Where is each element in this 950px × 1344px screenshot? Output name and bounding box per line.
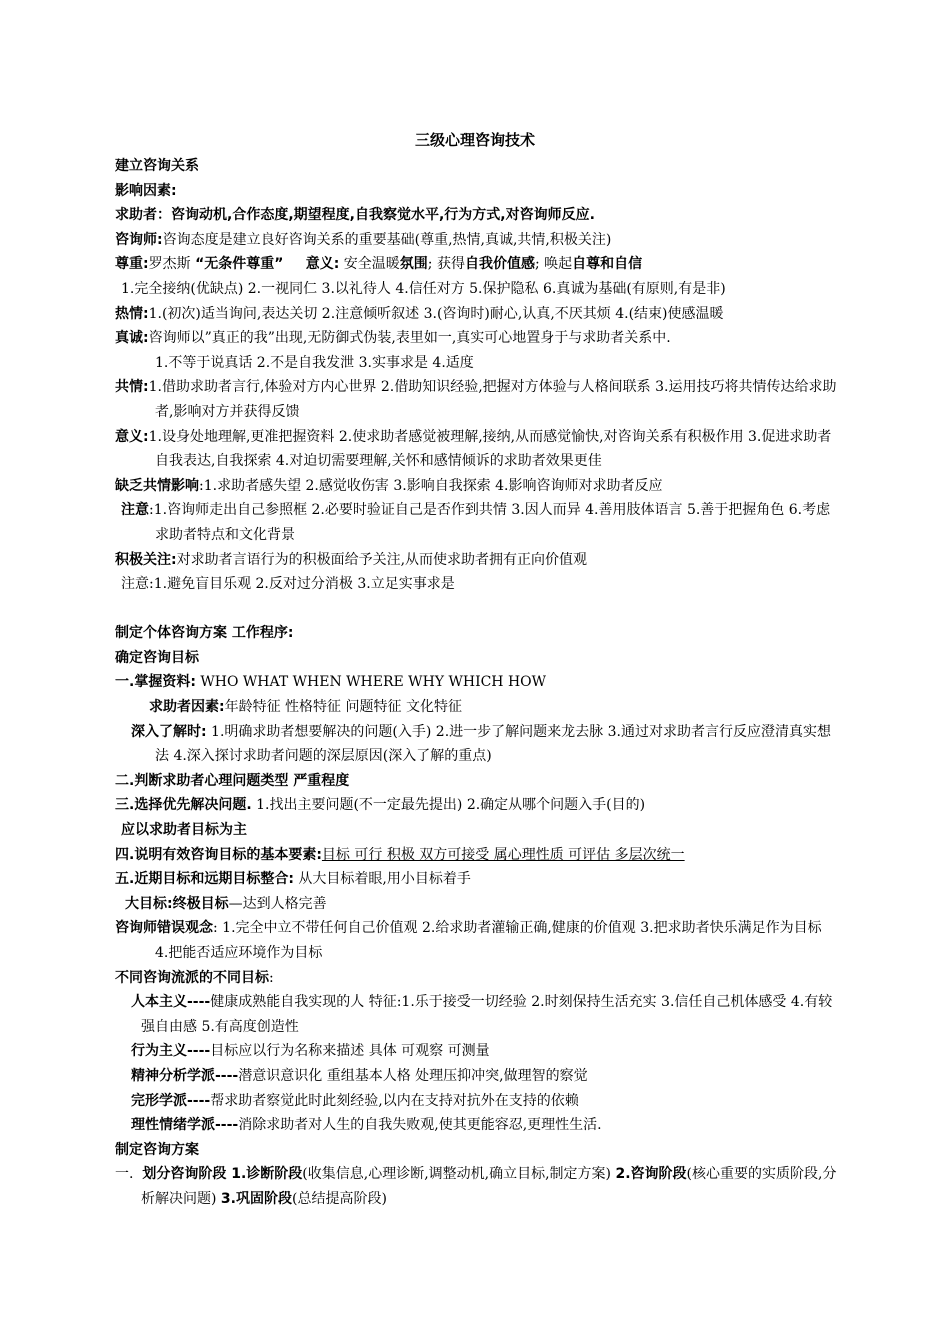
sincerity-text: 咨询师以”真正的我”出现,无防御式伪装,表里如一,真实可心地置身于与求助者关系中.	[148, 330, 671, 347]
goal-elements-line	[115, 843, 838, 868]
respect-unconditional: “无条件尊重”	[195, 256, 284, 273]
respect-meaning-1: 安全温暖	[339, 256, 400, 273]
psychoanalysis-text: 潜意识意识化 重组基本人格 处理压抑冲突,做理智的察觉	[238, 1067, 588, 1084]
big-goal-text: —达到人格完善	[228, 895, 327, 912]
misconceptions-line	[115, 916, 838, 965]
subheading-plan: 制定咨询方案	[115, 1141, 199, 1158]
rational-emotive-text: 消除求助者对人生的自我失败观,使其更能容忍,更理性生活.	[238, 1117, 602, 1134]
positive-regard-notes: 注意:1.避免盲目乐观 2.反对过分消极 3.立足实事求是	[121, 576, 455, 593]
deep-understanding-text: 1.明确求助者想要解决的问题(入手) 2.进一步了解问题来龙去脉 3.通过对求助者言行反应澄清真实想法 4.深入探讨求助者问题的深层原因(深入了解的重点)	[155, 723, 831, 765]
client-factors-line: 求助者：咨询动机,合作态度,期望程度,自我察觉水平,行为方式,对咨询师反应.	[115, 207, 595, 224]
warmth-line	[115, 302, 838, 327]
empathy-notes-line	[115, 498, 838, 547]
respect-meaning-4: 自我价值感	[464, 256, 535, 273]
big-goal-label: 大目标:终极目标	[125, 895, 229, 912]
grasp-info-text: WHO WHAT WHEN WHERE WHY WHICH HOW	[195, 674, 547, 691]
empathy-meaning-text: 1.设身处地理解,更准把握资料 2.使求助者感觉被理解,接纳,从而感觉愉快,对咨询关系有积极作用 3.促进求助者自我表达,自我探索 4.对迫切需要理解,关怀和感情倾诉的求助者效果更佳	[148, 428, 832, 470]
section-heading-plan: 制定个体咨询方案 工作程序:	[115, 625, 294, 642]
lack-empathy-text: :1.求助者感失望 2.感觉收伤害 3.影响自我探索 4.影响咨询师对求助者反应	[199, 477, 663, 494]
phases-consolidate-text: (总结提高阶段)	[291, 1190, 387, 1207]
behaviorism-label: 行为主义----	[131, 1043, 211, 1060]
psychoanalysis-line	[115, 1064, 838, 1089]
rational-emotive-line	[115, 1113, 838, 1138]
empathy-notes-text: :1.咨询师走出自己参照框 2.必要时验证自己是否作到共情 3.因人而异 4.善用肢体语言 5.善于把握角色 6.考虑求助者特点和文化背景	[149, 502, 831, 543]
goal-elements-label: 四.说明有效咨询目标的基本要素:	[115, 846, 322, 863]
goal-integration-line	[115, 867, 838, 892]
positive-regard-line	[115, 548, 838, 573]
respect-author: 罗杰斯	[148, 256, 196, 273]
positive-regard-text: 对求助者言语行为的积极面给予关注,从而使求助者拥有正向价值观	[176, 551, 588, 568]
goal-integration-text: 从大目标着眼,用小目标着手	[293, 871, 471, 888]
positive-regard-label: 积极关注:	[115, 551, 177, 568]
behaviorism-line	[115, 1039, 838, 1064]
humanism-label: 人本主义----	[131, 994, 211, 1011]
humanism-line	[115, 990, 838, 1039]
empathy-meaning-label: 意义:	[115, 428, 149, 445]
sincerity-line	[115, 326, 838, 351]
sincerity-points: 1.不等于说真话 2.不是自我发泄 3.实事求是 4.适度	[155, 354, 474, 371]
gestalt-label: 完形学派----	[131, 1092, 211, 1109]
respect-meaning-2: 氛围	[399, 256, 428, 273]
client-factors-detail	[115, 695, 838, 720]
counselor-line	[115, 228, 838, 253]
empathy-label: 共情:	[115, 379, 149, 396]
behaviorism-text: 目标应以行为名称来描述 具体 可观察 可测量	[210, 1043, 490, 1060]
empathy-line	[115, 375, 838, 424]
priority-line	[115, 793, 838, 818]
sincerity-label: 真诚:	[115, 330, 149, 347]
phases-diagnosis-text: (收集信息,心理诊断,调整动机,确立目标,制定方案)	[302, 1166, 616, 1183]
influence-factors-heading: 影响因素:	[115, 182, 177, 199]
rational-emotive-label: 理性情绪学派----	[131, 1117, 239, 1134]
empathy-meaning-line	[115, 425, 838, 474]
priority-text: 1.找出主要问题(不一定最先提出) 2.确定从哪个问题入手(目的)	[251, 797, 646, 814]
phases-consult-label: 2.咨询阶段	[615, 1166, 687, 1183]
phases-consult-text: (核心重要的实质阶段,分析解决问题)	[141, 1166, 837, 1207]
client-goal-primary: 应以求助者目标为主	[121, 822, 247, 839]
phases-prefix: 一.	[115, 1166, 143, 1183]
respect-meaning-label: 意义:	[305, 256, 340, 273]
client-factors-label: 求助者因素:	[149, 699, 225, 716]
warmth-text: 1.(初次)适当询问,表达关切 2.注意倾听叙述 3.(咨询时)耐心,认真,不厌其烦 4.(结束)使感温暖	[148, 305, 724, 322]
psychoanalysis-label: 精神分析学派----	[131, 1067, 239, 1084]
priority-label: 三.选择优先解决问题.	[115, 797, 252, 814]
big-goal-line	[115, 892, 838, 917]
goal-integration-label: 五.近期目标和远期目标整合:	[115, 871, 294, 888]
respect-meaning-3: ; 获得	[427, 256, 465, 273]
goal-elements-text: 目标 可行 积极 双方可接受 属心理性质 可评估 多层次统一	[321, 846, 685, 863]
phases-label: 划分咨询阶段 1.诊断阶段	[142, 1166, 303, 1183]
warmth-label: 热情:	[115, 305, 149, 322]
document-body	[115, 154, 838, 1212]
section-heading-relationship: 建立咨询关系	[115, 158, 199, 174]
schools-label: 不同咨询流派的不同目标	[115, 969, 269, 986]
blank-line	[115, 597, 838, 622]
grasp-info-line	[115, 670, 838, 695]
respect-gap	[283, 256, 305, 272]
grasp-info-label: 一.掌握资料:	[115, 674, 196, 691]
gestalt-line	[115, 1089, 838, 1114]
judge-problem-line: 二.判断求助者心理问题类型 严重程度	[115, 772, 350, 789]
lack-empathy-line	[115, 474, 838, 499]
respect-label: 尊重:	[115, 256, 149, 273]
schools-colon: :	[269, 969, 274, 986]
page-title: 三级心理咨询技术	[414, 131, 535, 149]
empathy-notes-label: 注意	[121, 502, 149, 519]
misconceptions-label: 咨询师错误观念	[115, 920, 213, 937]
empathy-text: 1.借助求助者言行,体验对方内心世界 2.借助知识经验,把握对方体验与人格间联系 3.运用技巧将共情传达给求助者,影响对方并获得反馈	[148, 379, 837, 420]
deep-understanding-label: 深入了解时:	[131, 723, 207, 740]
phases-line	[115, 1162, 838, 1211]
subheading-goals: 确定咨询目标	[115, 649, 199, 666]
lack-empathy-label: 缺乏共情影响	[115, 477, 199, 494]
phases-consolidate-label: 3.巩固阶段	[220, 1190, 292, 1207]
humanism-text: 健康成熟能自我实现的人 特征:1.乐于接受一切经验 2.时刻保持生活充实 3.信任自己机体感受 4.有较强自由感 5.有高度创造性	[141, 994, 833, 1035]
schools-heading	[115, 966, 838, 991]
counselor-text: 咨询态度是建立良好咨询关系的重要基础(尊重,热情,真诚,共情,积极关注)	[162, 231, 612, 248]
respect-points: 1.完全接纳(优缺点) 2.一视同仁 3.以礼待人 4.信任对方 5.保护隐私 6.真诚为基础(有原则,有是非)	[121, 280, 726, 297]
respect-meaning-5: ; 唤起	[534, 256, 573, 273]
respect-meaning-6: 自尊和自信	[572, 256, 643, 273]
misconceptions-text: : 1.完全中立不带任何自己价值观 2.给求助者灌输正确,健康的价值观 3.把求助者快乐满足作为目标 4.把能否适应环境作为目标	[155, 920, 822, 961]
client-factors-text: 年龄特征 性格特征 问题特征 文化特征	[224, 699, 462, 716]
deep-understanding-line	[115, 720, 838, 769]
gestalt-text: 帮求助者察觉此时此刻经验,以内在支持对抗外在支持的依赖	[210, 1092, 579, 1109]
counselor-label: 咨询师:	[115, 231, 163, 248]
respect-line	[115, 252, 838, 277]
